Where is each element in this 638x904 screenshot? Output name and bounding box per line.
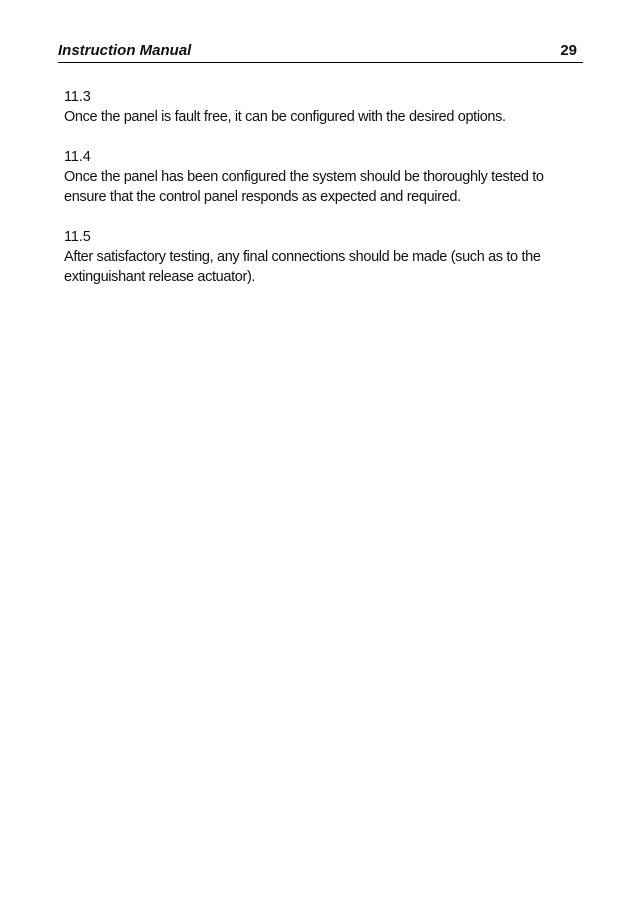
- section-11-3: [64, 87, 564, 127]
- section-11-4: [64, 147, 564, 207]
- page-header: [58, 40, 583, 63]
- section-11-5: [64, 227, 564, 287]
- section-number: 11.3: [64, 89, 91, 105]
- page-number: 29: [560, 42, 577, 59]
- section-number: 11.5: [64, 229, 91, 245]
- section-text: Once the panel is fault free, it can be configured with the desired options.: [64, 109, 506, 125]
- document-title: Instruction Manual: [58, 42, 192, 59]
- section-number: 11.4: [64, 149, 91, 165]
- page-content: [64, 87, 564, 307]
- section-text: Once the panel has been configured the system should be thoroughly tested to ensure that the control panel responds as expected and required.: [64, 169, 544, 205]
- section-text: After satisfactory testing, any final connections should be made (such as to the extinguishant release actuator).: [64, 249, 541, 285]
